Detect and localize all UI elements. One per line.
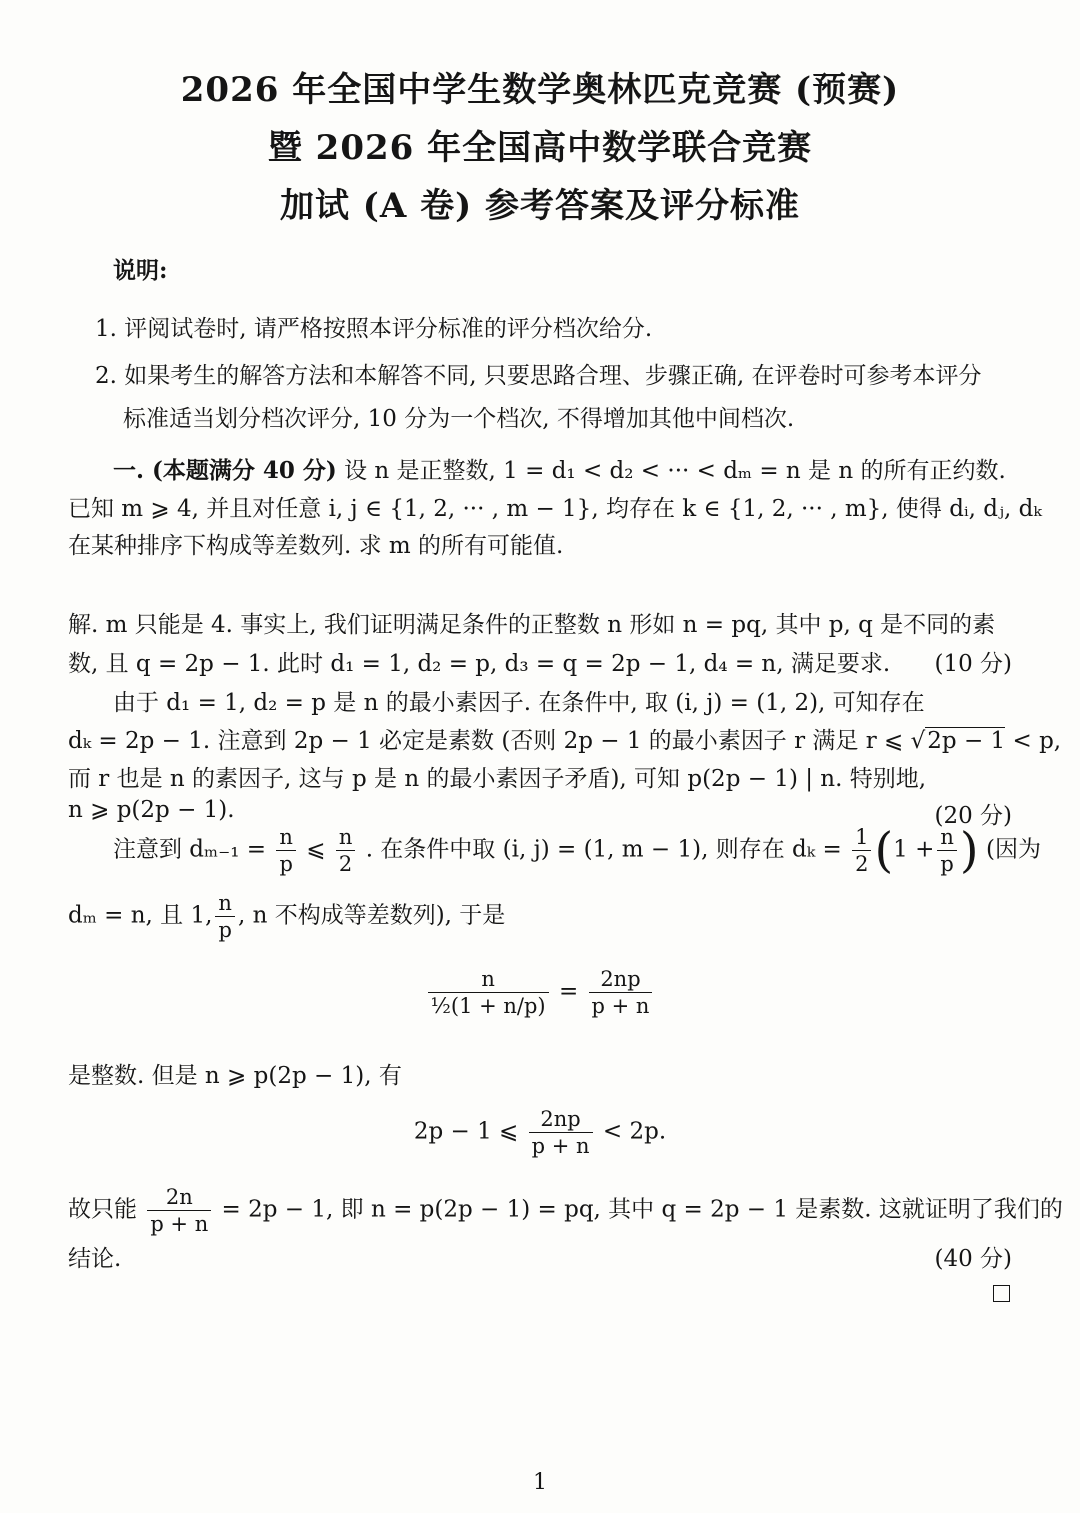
equation-2-fraction: $\frac{2np}{p + n}$ xyxy=(529,1106,593,1159)
solution-line-4-c: < p, xyxy=(1005,728,1062,754)
fraction-n-over-p: $\frac{n}{p}$ xyxy=(276,824,296,877)
fraction-1-over-2: $\frac{1}{2}$ xyxy=(852,824,871,877)
equation-1-lhs: $\frac{n}{\text{½(1 + n/p)}}$ xyxy=(428,966,549,1019)
solution-line-11: 结论. xyxy=(68,1246,122,1272)
problem-label: 一. (本题满分 40 分) xyxy=(113,457,337,484)
solution-line-2: 数, 且 q = 2p − 1. 此时 d₁ = 1, d₂ = p, d₃ = q = 2p − 1, d₄ = n, 满足要求. xyxy=(68,651,891,677)
solution-line-4-a: dₖ = 2p − 1. 注意到 2p − 1 必定是素数 (否则 2p − 1 的最小素因子 r 满足 r ⩽ √ xyxy=(68,728,926,754)
note-item-2-line-1: 2. 如果考生的解答方法和本解答不同, 只要思路合理、步骤正确, 在评卷时可参考本评分 xyxy=(95,363,982,389)
page-number: 1 xyxy=(533,1470,547,1495)
fraction-n-over-2: $\frac{n}{2}$ xyxy=(336,824,356,877)
title-line-1: 2026 年全国中学生数学奥林匹克竞赛 (预赛) xyxy=(180,70,900,110)
qed-square-icon xyxy=(993,1285,1010,1302)
score-20: (20 分) xyxy=(934,803,1012,829)
equation-1: $\frac{n}{\text{½(1 + n/p)}}$ = $\frac{2np}{p + n}$ xyxy=(0,966,1080,1019)
solution-line-6: n ⩾ p(2p − 1). xyxy=(68,797,235,823)
solution-line-10-a: 故只能 xyxy=(68,1196,137,1223)
problem-line-2: 已知 m ⩾ 4, 并且对任意 i, j ∈ {1, 2, ··· , m − 1}, 均存在 k ∈ {1, 2, ··· , m}, 使得 dᵢ, dⱼ, dₖ xyxy=(68,496,1042,522)
solution-line-3: 由于 d₁ = 1, d₂ = p 是 n 的最小素因子. 在条件中, 取 (i, j) = (1, 2), 可知存在 xyxy=(113,690,925,716)
problem-line-1-text: 设 n 是正整数, 1 = d₁ < d₂ < ··· < dₘ = n 是 n 的所有正约数. xyxy=(344,458,1006,484)
score-40: (40 分) xyxy=(934,1246,1012,1272)
solution-line-7: 注意到 dₘ₋₁ = $\frac{n}{p}$ ⩽ $\frac{n}{2}$ . 在条件中取 (i, j) = (1, m − 1), 则存在 dₖ = $\frac{1}{2}$ (1 + $\frac{n}{p}$ ) (因为 xyxy=(113,822,1041,879)
fraction-2n-over-p-plus-n: $\frac{2n}{p + n}$ xyxy=(147,1184,211,1237)
problem-line-3: 在某种排序下构成等差数列. 求 m 的所有可能值. xyxy=(68,533,564,559)
solution-line-7-b: ⩽ xyxy=(306,836,326,863)
problem-line-1 xyxy=(113,452,1006,485)
sqrt-expression: 2p − 1 xyxy=(927,728,1006,754)
solution-line-1: 解. m 只能是 4. 事实上, 我们证明满足条件的正整数 n 形如 n = pq, 其中 p, q 是不同的素 xyxy=(68,612,996,638)
note-item-2-line-2: 标准适当划分档次评分, 10 分为一个档次, 不得增加其他中间档次. xyxy=(123,406,795,432)
solution-line-8-a: dₘ = n, 且 1, xyxy=(68,902,213,929)
note-item-1: 1. 评阅试卷时, 请严格按照本评分标准的评分档次给分. xyxy=(95,316,653,342)
equation-1-rhs: $\frac{2np}{p + n}$ xyxy=(589,966,653,1019)
notes-heading: 说明: xyxy=(113,257,168,284)
title-line-2: 暨 2026 年全国高中数学联合竞赛 xyxy=(267,128,813,168)
equation-2: 2p − 1 ⩽ $\frac{2np}{p + n}$ < 2p. xyxy=(413,1107,667,1158)
solution-line-10-b: = 2p − 1, 即 n = p(2p − 1) = pq, 其中 q = 2p − 1 是素数. 这就证明了我们的 xyxy=(221,1196,1063,1223)
solution-line-7-e: (因为 xyxy=(985,836,1041,863)
solution-line-4 xyxy=(68,722,1061,755)
solution-line-8-b: , n 不构成等差数列), 于是 xyxy=(237,902,506,929)
solution-line-7-a: 注意到 dₘ₋₁ = xyxy=(113,836,267,863)
title-line-3: 加试 (A 卷) 参考答案及评分标准 xyxy=(279,186,801,226)
fraction-n-over-p-3: $\frac{n}{p}$ xyxy=(215,890,235,943)
solution-line-5: 而 r 也是 n 的素因子, 这与 p 是 n 的最小素因子矛盾), 可知 p(2p − 1) | n. 特别地, xyxy=(68,766,927,792)
score-10: (10 分) xyxy=(934,651,1012,677)
solution-line-8 xyxy=(68,890,505,943)
solution-line-10 xyxy=(68,1184,1063,1237)
solution-line-7-c: . 在条件中取 (i, j) = (1, m − 1), 则存在 dₖ = xyxy=(365,836,842,863)
solution-line-9: 是整数. 但是 n ⩾ p(2p − 1), 有 xyxy=(68,1063,402,1089)
solution-line-7-d: 1 + xyxy=(893,836,935,863)
fraction-n-over-p-2: $\frac{n}{p}$ xyxy=(937,824,957,877)
